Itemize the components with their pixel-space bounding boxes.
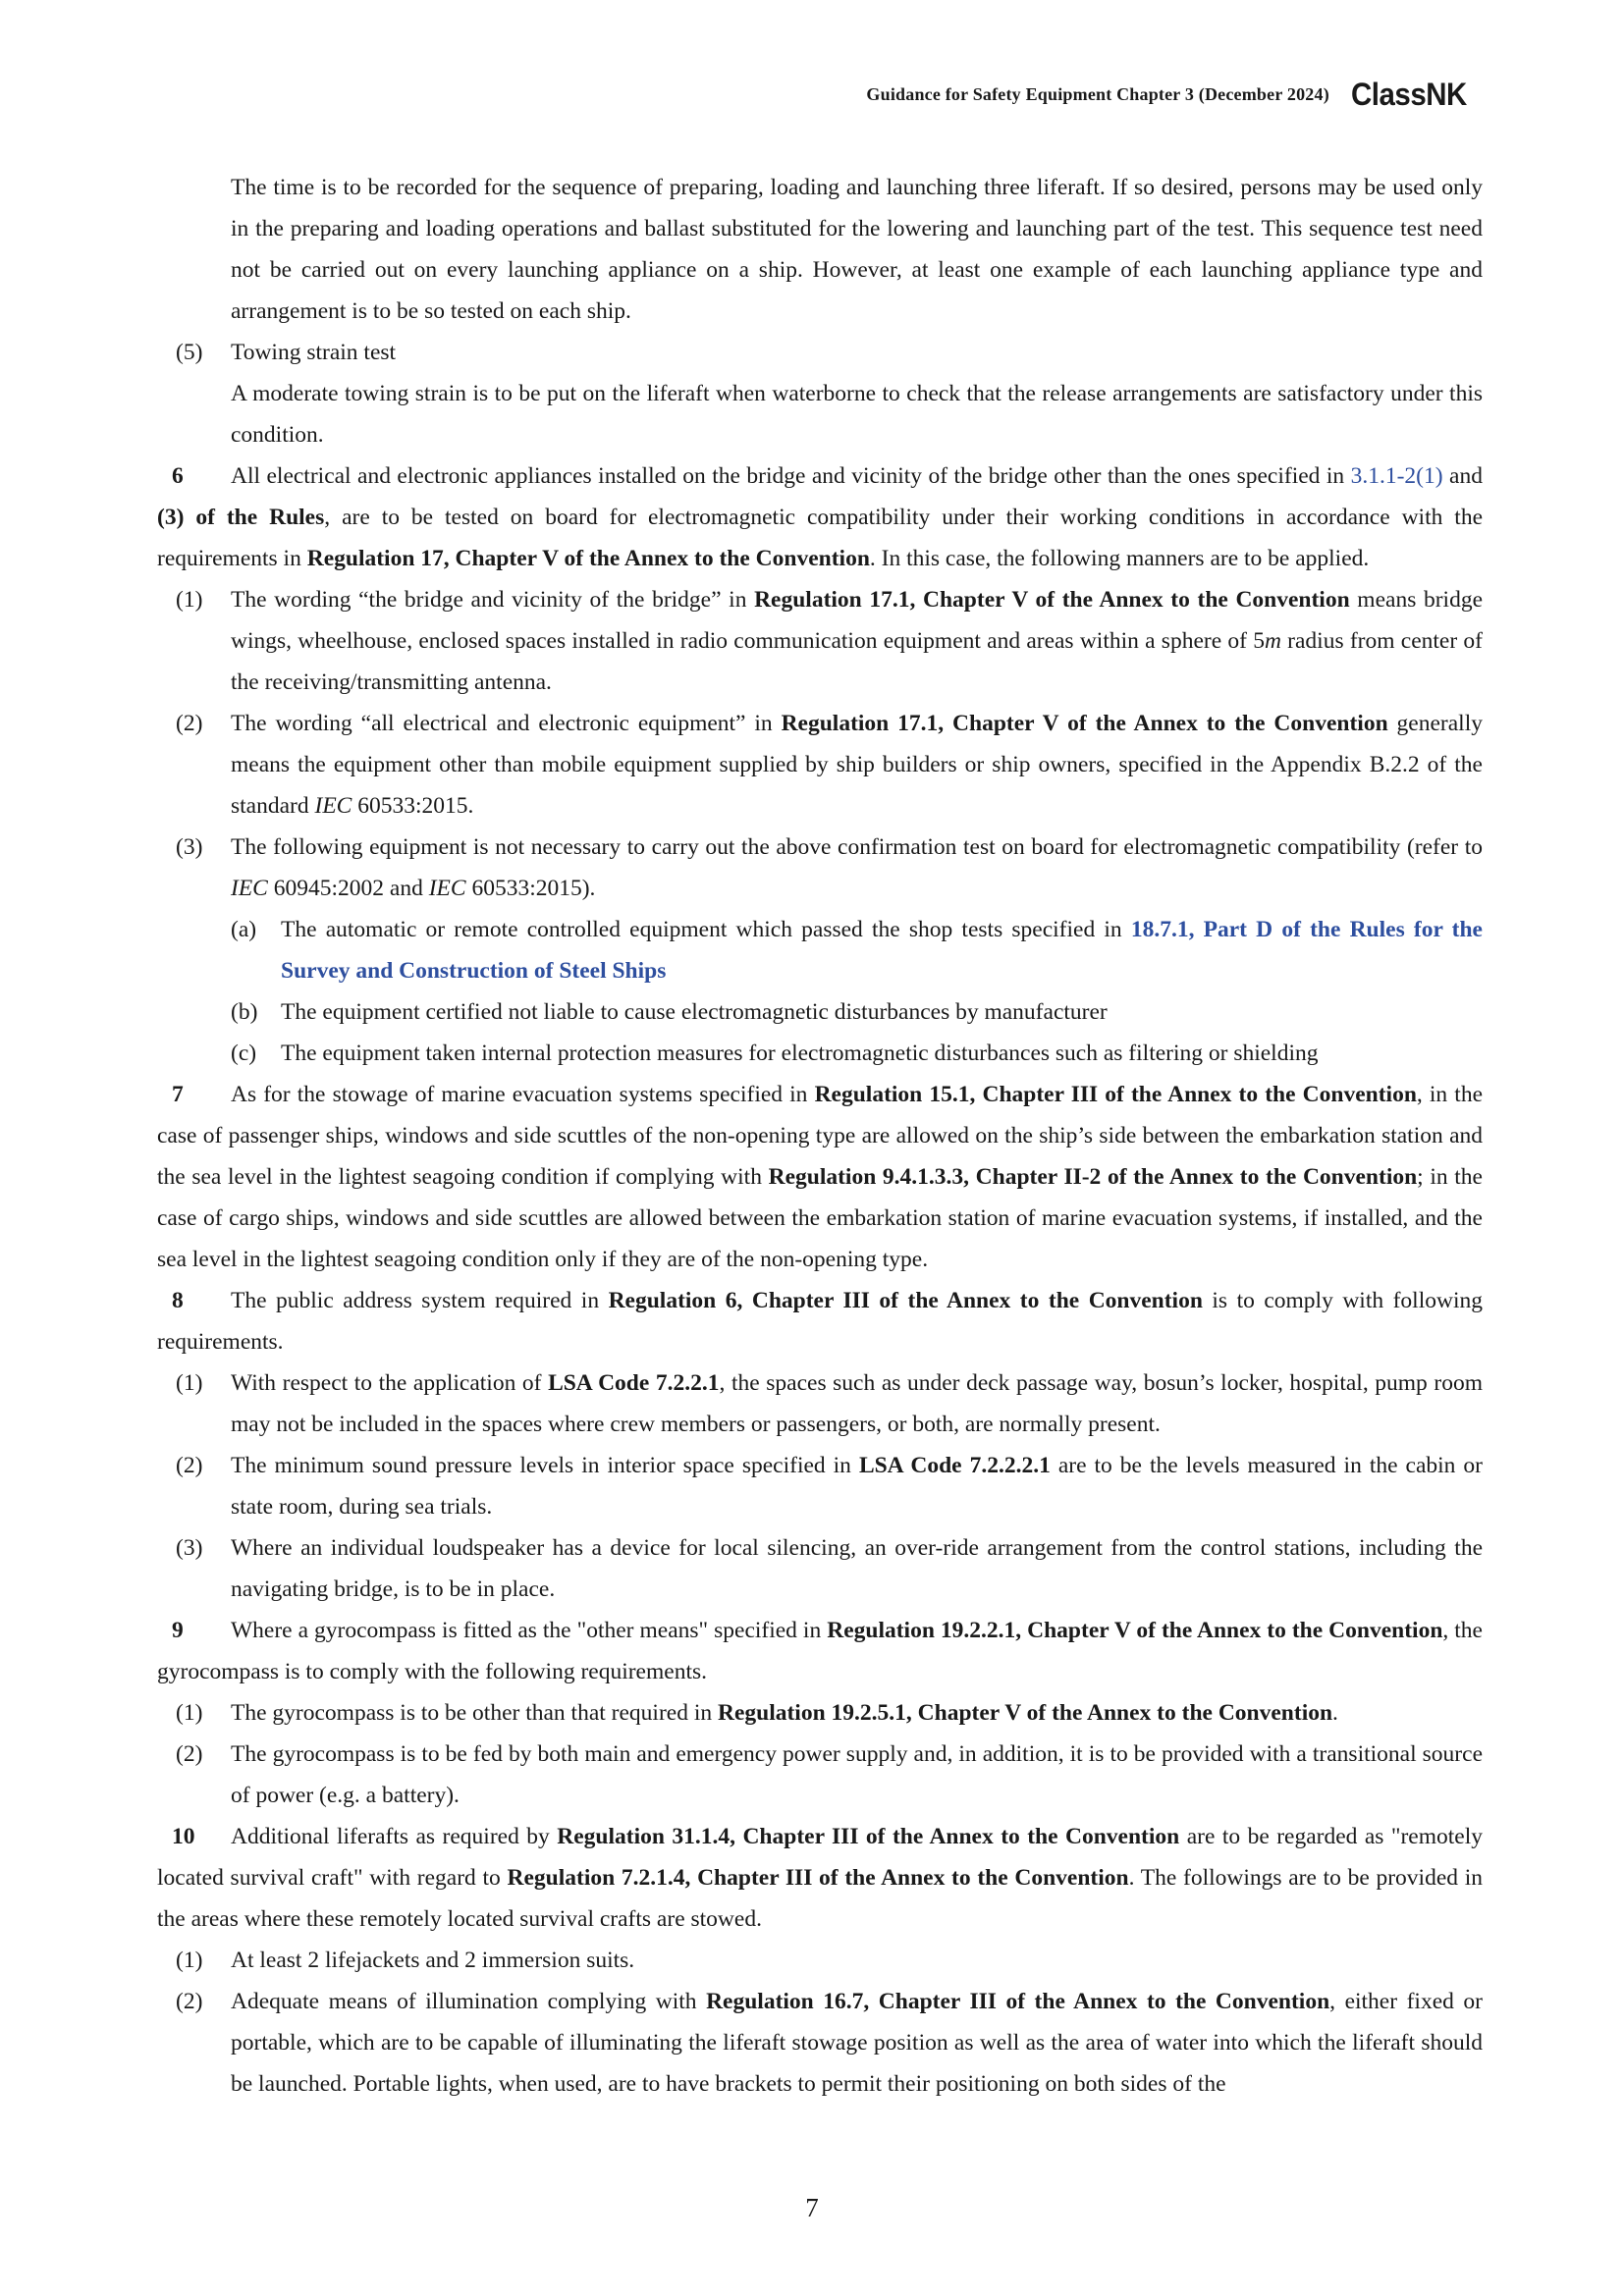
item-number: (3) bbox=[176, 834, 203, 860]
classnk-logo: ClassNK bbox=[1350, 77, 1467, 112]
paragraph-number: 10 bbox=[172, 1824, 195, 1849]
p6-item-2: (2) The wording “all electrical and electronic equipment” in Regulation 17.1, Chapter V of the Annex to the Convention generally means the equipment other than mobile equipment supplied by ship builders or ship owners, specified in the Appendix B.2.2 of the standard IEC 60533:2015. bbox=[157, 703, 1483, 827]
item-number: (2) bbox=[176, 1989, 203, 2014]
paragraph-number: 6 bbox=[172, 463, 184, 489]
item-number: (1) bbox=[176, 1948, 203, 1973]
item-number: (1) bbox=[176, 1370, 203, 1396]
item-title: Towing strain test bbox=[231, 340, 397, 365]
p6-item-3: (3) The following equipment is not necessary to carry out the above confirmation test on board for electromagnetic compatibility (refer to IEC 60945:2002 and IEC 60533:2015). bbox=[157, 827, 1483, 909]
item-text: A moderate towing strain is to be put on the liferaft when waterborne to check that the release arrangements are satisfactory under this condition. bbox=[231, 381, 1483, 448]
page-header bbox=[866, 77, 1477, 113]
p10-item-2: (2) Adequate means of illumination complying with Regulation 16.7, Chapter III of the Annex to the Convention, either fixed or portable, which are to be capable of illuminating the liferaft stowage position as well as the area of water into which the liferaft should be launched. Portable lights, when used, are to have brackets to permit their positioning on both sides of the bbox=[157, 1981, 1483, 2105]
paragraph-number: 7 bbox=[172, 1082, 184, 1107]
item-5-towing-strain-test bbox=[157, 332, 1483, 455]
document-body bbox=[157, 167, 1483, 2105]
paragraph-number: 8 bbox=[172, 1288, 184, 1313]
p6-item-3-b: (b) The equipment certified not liable to cause electromagnetic disturbances by manufacturer bbox=[157, 991, 1483, 1033]
p8-item-1: (1) With respect to the application of LSA Code 7.2.2.1, the spaces such as under deck passage way, bosun’s locker, hospital, pump room may not be included in the spaces where crew members or passengers, or both, are normally present. bbox=[157, 1362, 1483, 1445]
p6-item-1: (1) The wording “the bridge and vicinity of the bridge” in Regulation 17.1, Chapter V of the Annex to the Convention means bridge wings, wheelhouse, enclosed spaces installed in radio communication equipment and areas within a sphere of 5m radius from center of the receiving/transmitting antenna. bbox=[157, 579, 1483, 703]
sub-item-letter: (c) bbox=[231, 1041, 257, 1066]
item-number: (1) bbox=[176, 587, 203, 613]
header-title: Guidance for Safety Equipment Chapter 3 (December 2024) bbox=[866, 84, 1329, 104]
item-number: (2) bbox=[176, 1741, 203, 1767]
p10-item-1: (1) At least 2 lifejackets and 2 immersion suits. bbox=[157, 1940, 1483, 1981]
sub-item-letter: (a) bbox=[231, 917, 257, 942]
item-number: (3) bbox=[176, 1535, 203, 1561]
p8-item-2: (2) The minimum sound pressure levels in interior space specified in LSA Code 7.2.2.2.1 are to be the levels measured in the cabin or state room, during sea trials. bbox=[157, 1445, 1483, 1527]
p6-item-3-a: (a) The automatic or remote controlled equipment which passed the shop tests specified in 18.7.1, Part D of the Rules for the Survey and Construction of Steel Ships bbox=[157, 909, 1483, 991]
item-number: (2) bbox=[176, 711, 203, 736]
paragraph-7: 7 As for the stowage of marine evacuation systems specified in Regulation 15.1, Chapter III of the Annex to the Convention, in the case of passenger ships, windows and side scuttles of the non-opening type are allowed on the ship’s side between the embarkation station and the sea level in the lightest seagoing condition if complying with Regulation 9.4.1.3.3, Chapter II-2 of the Annex to the Convention; in the case of cargo ships, windows and side scuttles are allowed between the embarkation station of marine evacuation systems, if installed, and the sea level in the lightest seagoing condition only if they are of the non-opening type. bbox=[157, 1074, 1483, 1280]
rule-link-18-7-1-part-d[interactable]: 18.7.1, Part D of the Rules for the Survey and Construction of Steel Ships bbox=[281, 917, 1483, 984]
page-number: 7 bbox=[805, 2193, 819, 2222]
p9-item-2: (2) The gyrocompass is to be fed by both main and emergency power supply and, in addition, it is to be provided with a transitional source of power (e.g. a battery). bbox=[157, 1734, 1483, 1816]
item-number: (1) bbox=[176, 1700, 203, 1726]
sub-item-letter: (b) bbox=[231, 999, 258, 1025]
paragraph-10: 10 Additional liferafts as required by Regulation 31.1.4, Chapter III of the Annex to the Convention are to be regarded as "remotely located survival craft" with regard to Regulation 7.2.1.4, Chapter III of the Annex to the Convention. The followings are to be provided in the areas where these remotely located survival crafts are stowed. bbox=[157, 1816, 1483, 1940]
paragraph-number: 9 bbox=[172, 1618, 184, 1643]
rule-link-3-1-1-2[interactable]: 3.1.1-2(1) bbox=[1350, 463, 1443, 489]
paragraph-8: 8 The public address system required in Regulation 6, Chapter III of the Annex to the Convention is to comply with following requirements. bbox=[157, 1280, 1483, 1362]
p6-item-3-c: (c) The equipment taken internal protection measures for electromagnetic disturbances such as filtering or shielding bbox=[157, 1033, 1483, 1074]
intro-paragraph: The time is to be recorded for the sequence of preparing, loading and launching three liferaft. If so desired, persons may be used only in the preparing and loading operations and ballast substituted for the lowering and launching part of the test. This sequence test need not be carried out on every launching appliance on a ship. However, at least one example of each launching appliance type and arrangement is to be so tested on each ship. bbox=[231, 175, 1483, 324]
item-number: (5) bbox=[176, 340, 203, 365]
p8-item-3: (3) Where an individual loudspeaker has a device for local silencing, an over-ride arrangement from the control stations, including the navigating bridge, is to be in place. bbox=[157, 1527, 1483, 1610]
item-number: (2) bbox=[176, 1453, 203, 1478]
p9-item-1: (1) The gyrocompass is to be other than that required in Regulation 19.2.5.1, Chapter V of the Annex to the Convention. bbox=[157, 1692, 1483, 1734]
paragraph-6: 6 All electrical and electronic appliances installed on the bridge and vicinity of the bridge other than the ones specified in 3.1.1-2(1) and (3) of the Rules, are to be tested on board for electromagnetic compatibility under their working conditions in accordance with the requirements in Regulation 17, Chapter V of the Annex to the Convention. In this case, the following manners are to be applied. bbox=[157, 455, 1483, 579]
paragraph-9: 9 Where a gyrocompass is fitted as the "other means" specified in Regulation 19.2.2.1, Chapter V of the Annex to the Convention, the gyrocompass is to comply with the following requirements. bbox=[157, 1610, 1483, 1692]
